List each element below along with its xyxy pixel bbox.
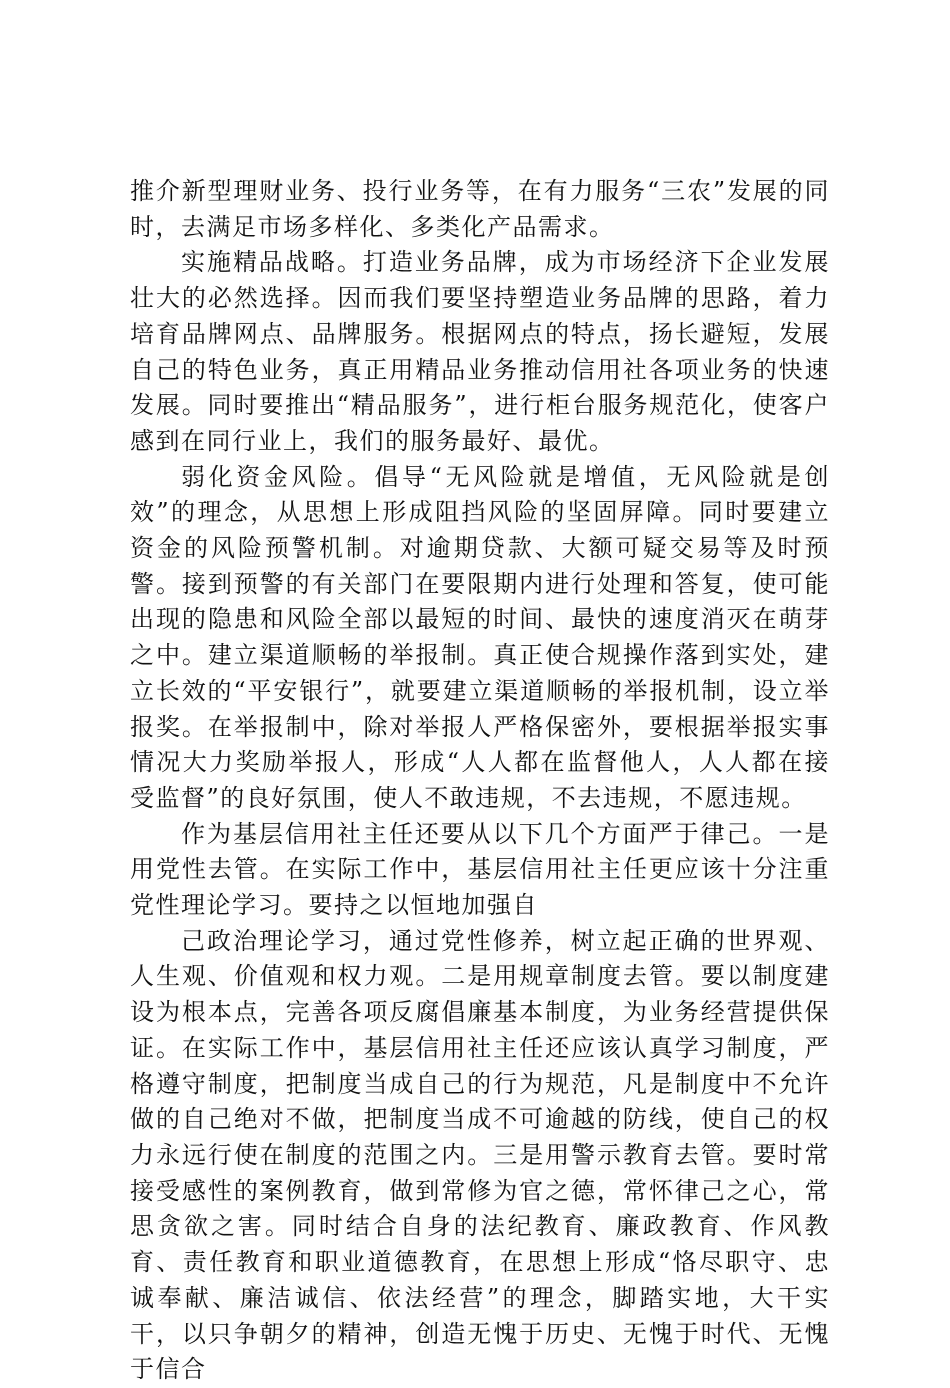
paragraph-1: 推介新型理财业务、投行业务等，在有力服务“三农”发展的同时，去满足市场多样化、多类化产品需求。 bbox=[130, 177, 830, 241]
paragraph-2: 实施精品战略。打造业务品牌，成为市场经济下企业发展壮大的必然选择。因而我们要坚持塑造业务品牌的思路，着力培育品牌网点、品牌服务。根据网点的特点，扬长避短，发展自己的特色业务，真正用精品业务推动信用社各项业务的快速发展。同时要推出“精品服务”，进行柜台服务规范化，使客户感到在同行业上，我们的服务最好、最优。 bbox=[130, 248, 830, 455]
paragraph-3: 弱化资金风险。倡导“无风险就是增值，无风险就是创效”的理念，从思想上形成阻挡风险的坚固屏障。同时要建立资金的风险预警机制。对逾期贷款、大额可疑交易等及时预警。接到预警的有关部门在要限期内进行处理和答复，使可能出现的隐患和风险全部以最短的时间、最快的速度消灭在萌芽之中。建立渠道顺畅的举报制。真正使合规操作落到实处，建立长效的“平安银行”，就要建立渠道顺畅的举报机制，设立举报奖。在举报制中，除对举报人严格保密外，要根据举报实事情况大力奖励举报人，形成“人人都在监督他人，人人都在接受监督”的良好氛围，使人不敢违规，不去违规，不愿违规。 bbox=[130, 462, 830, 812]
document-body bbox=[130, 174, 830, 1388]
paragraph-4: 作为基层信用社主任还要从以下几个方面严于律己。一是用党性去管。在实际工作中，基层信用社主任更应该十分注重党性理论学习。要持之以恒地加强自 bbox=[130, 819, 830, 920]
paragraph-5: 己政治理论学习，通过党性修养，树立起正确的世界观、人生观、价值观和权力观。二是用规章制度去管。要以制度建设为根本点，完善各项反腐倡廉基本制度，为业务经营提供保证。在实际工作中，基层信用社主任还应该认真学习制度，严格遵守制度，把制度当成自己的行为规范，凡是制度中不允许做的自己绝对不做，把制度当成不可逾越的防线，使自己的权力永远行使在制度的范围之内。三是用警示教育去管。要时常接受感性的案例教育，做到常修为官之德，常怀律己之心，常思贪欲之害。同时结合自身的法纪教育、廉政教育、作风教育、责任教育和职业道德教育，在思想上形成“恪尽职守、忠诚奉献、廉洁诚信、依法经营”的理念，脚踏实地，大干实干，以只争朝夕的精神，创造无愧于历史、无愧于时代、无愧于信合 bbox=[130, 926, 830, 1384]
